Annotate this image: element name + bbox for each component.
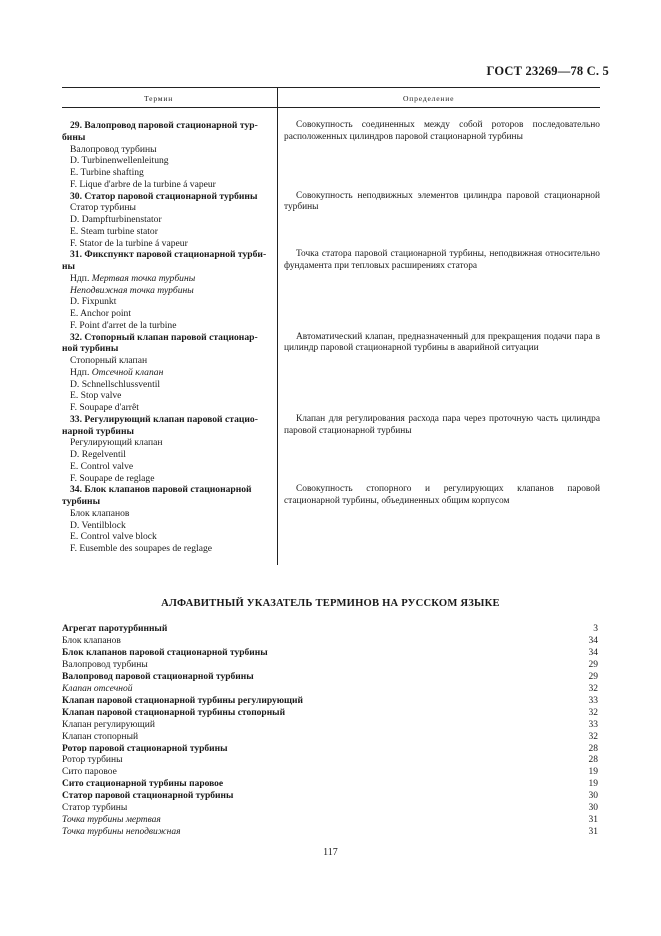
index-page-ref: 32: [588, 707, 598, 718]
index-entry: [62, 684, 598, 696]
term-line: Неподвижная точка турбины: [70, 284, 194, 296]
index-term: Статор турбины: [62, 803, 128, 814]
term-prefix: Ндп.: [70, 366, 92, 378]
index-entry: [62, 660, 598, 672]
index-title: АЛФАВИТНЫЙ УКАЗАТЕЛЬ ТЕРМИНОВ НА РУССКОМ ЯЗЫКЕ: [161, 598, 500, 609]
index-page-ref: 34: [588, 635, 598, 646]
term-line: [62, 367, 274, 379]
column-header-term: Термин: [144, 94, 174, 103]
term-line: E. Stop valve: [70, 390, 122, 402]
term-line: E. Turbine shafting: [70, 167, 144, 178]
term-line: Блок клапанов: [70, 507, 130, 519]
definition-text: Точка статора паровой стационарной турбины, неподвижная относительно фундамента при тепловых расширениях статора: [284, 249, 600, 271]
term-line: F. Eusemble des soupapes de reglage: [70, 543, 213, 554]
index-page-ref: 33: [588, 719, 598, 730]
table-top-rule: [62, 87, 600, 88]
term-line: турбины: [62, 496, 101, 507]
terms-table: [62, 87, 600, 565]
terms-column: [62, 120, 274, 555]
index-page-ref: 32: [588, 731, 598, 742]
definition-text: Совокупность соединенных между собой роторов последовательно расположенных цилиндров паровой стационарной турбины: [284, 120, 600, 142]
term-line: 31. Фикспункт паровой стационарной турби-: [70, 249, 267, 261]
index-entry: [62, 779, 598, 791]
term-line: D. Turbinenwellenleitung: [70, 155, 169, 167]
index-page-ref: 31: [588, 827, 598, 838]
definition-text: Автоматический клапан, предназначенный для прекращения подачи пара в цилиндр паровой стационарной турбины в аварийной ситуации: [284, 331, 600, 354]
index-term: Агрегат паротурбинный: [62, 624, 168, 634]
index-term: Блок клапанов: [62, 635, 121, 646]
term-prefix: Ндп.: [70, 272, 92, 284]
index-entry: [62, 744, 598, 756]
term-line: E. Control valve block: [70, 531, 157, 543]
index-entry: [62, 767, 598, 779]
index-term: Статор паровой стационарной турбины: [62, 791, 234, 802]
term-line: 32. Стопорный клапан паровой стационар-: [70, 331, 258, 343]
index-entry: [62, 708, 598, 720]
index-page-ref: 29: [588, 659, 598, 670]
term-line: 34. Блок клапанов паровой стационарной: [70, 484, 252, 496]
index-entry: [62, 648, 598, 660]
term-line: D. Fixpunkt: [70, 296, 117, 308]
term-line: D. Dampfturbinenstator: [70, 214, 162, 225]
term-line: Регулирующий клапан: [70, 437, 163, 449]
index-entry: [62, 803, 598, 815]
index-page-ref: 34: [588, 647, 598, 658]
term-line: E. Anchor point: [70, 308, 132, 319]
term-line: F. Lique d'arbre de la turbine á vapeur: [70, 178, 216, 190]
index-term: Сито стационарной турбины паровое: [62, 779, 224, 790]
term-line: E. Steam turbine stator: [70, 225, 158, 237]
term-line: 29. Валопровод паровой стационарной тур-: [70, 120, 258, 131]
index-term: Клапан отсечной: [62, 683, 133, 694]
index-page-ref: 33: [588, 695, 598, 706]
index-page-ref: 28: [588, 743, 598, 754]
table-head-rule: [62, 107, 600, 108]
index-page-ref: 3: [593, 624, 598, 634]
term-line: Валопровод турбины: [70, 143, 157, 155]
index-entry: [62, 791, 598, 803]
term-line: F. Soupape de reglage: [70, 472, 155, 484]
term-line: бины: [62, 131, 86, 143]
term-line: ной турбины: [62, 343, 119, 355]
term-line: D. Regelventil: [70, 449, 126, 460]
index-entry: [62, 696, 598, 708]
index-page-ref: 29: [588, 671, 598, 682]
term-line: Статор турбины: [70, 202, 136, 214]
term-line: F. Stator de la turbine á vapeur: [70, 237, 188, 249]
term-line: 30. Статор паровой стационарной турбины: [70, 190, 258, 202]
index-term: Ротор паровой стационарной турбины: [62, 743, 228, 754]
index-entry: [62, 720, 598, 732]
term-line: F. Soupape d'arrêt: [70, 402, 139, 413]
index-term: Клапан паровой стационарной турбины регулирующий: [62, 695, 303, 706]
index-page-ref: 28: [588, 755, 598, 766]
index-entry: [62, 815, 598, 827]
index-page-ref: 31: [588, 815, 598, 826]
index-page-ref: 19: [588, 767, 598, 778]
index-term: Блок клапанов паровой стационарной турбины: [62, 647, 268, 658]
index-page-ref: 32: [588, 683, 598, 694]
index-entry: [62, 827, 598, 839]
index-page-ref: 30: [588, 791, 598, 802]
index-entry: [62, 672, 598, 684]
term-line: [62, 273, 274, 285]
index-term: Точка турбины мертвая: [62, 815, 161, 826]
index-entry: [62, 732, 598, 744]
term-italic: Мертвая точка турбины: [91, 272, 196, 284]
term-line: E. Control valve: [70, 460, 134, 472]
term-line: D. Ventilblock: [70, 519, 126, 531]
index-term: Точка турбины неподвижная: [62, 827, 181, 838]
index-term: Валопровод паровой стационарной турбины: [62, 671, 254, 682]
alphabetical-index: [62, 624, 598, 839]
index-page-ref: 30: [588, 803, 598, 814]
definition-text: Совокупность стопорного и регулирующих клапанов паровой стационарной турбины, объединенных общим корпусом: [284, 484, 600, 506]
index-term: Клапан регулирующий: [62, 719, 155, 730]
term-line: 33. Регулирующий клапан паровой стацио-: [70, 413, 258, 425]
index-page-ref: 19: [588, 779, 598, 790]
index-entry: [62, 624, 598, 636]
index-term: Сито паровое: [62, 767, 117, 778]
index-term: Валопровод турбины: [62, 659, 148, 670]
index-term: Клапан стопорный: [62, 731, 139, 742]
definition-text: Совокупность неподвижных элементов цилиндра паровой стационарной турбины: [284, 190, 600, 213]
index-entry: [62, 755, 598, 767]
table-column-divider: [277, 87, 278, 565]
term-line: F. Point d'arret de la turbine: [70, 319, 177, 331]
index-term: Клапан паровой стационарной турбины стопорный: [62, 707, 286, 718]
column-header-definition: Определение: [403, 94, 455, 103]
index-entry: [62, 636, 598, 648]
term-line: Стопорный клапан: [70, 355, 148, 366]
page-header: ГОСТ 23269—78 С. 5: [486, 64, 609, 78]
page-number: 117: [323, 847, 338, 858]
term-line: D. Schnellschlussventil: [70, 378, 161, 390]
definition-text: Клапан для регулирования расхода пара через проточную часть цилиндра паровой стационарной турбины: [284, 413, 600, 436]
term-line: нарной турбины: [62, 425, 134, 437]
term-line: ны: [62, 261, 76, 272]
index-term: Ротор турбины: [62, 755, 123, 766]
term-italic: Отсечной клапан: [91, 366, 164, 378]
